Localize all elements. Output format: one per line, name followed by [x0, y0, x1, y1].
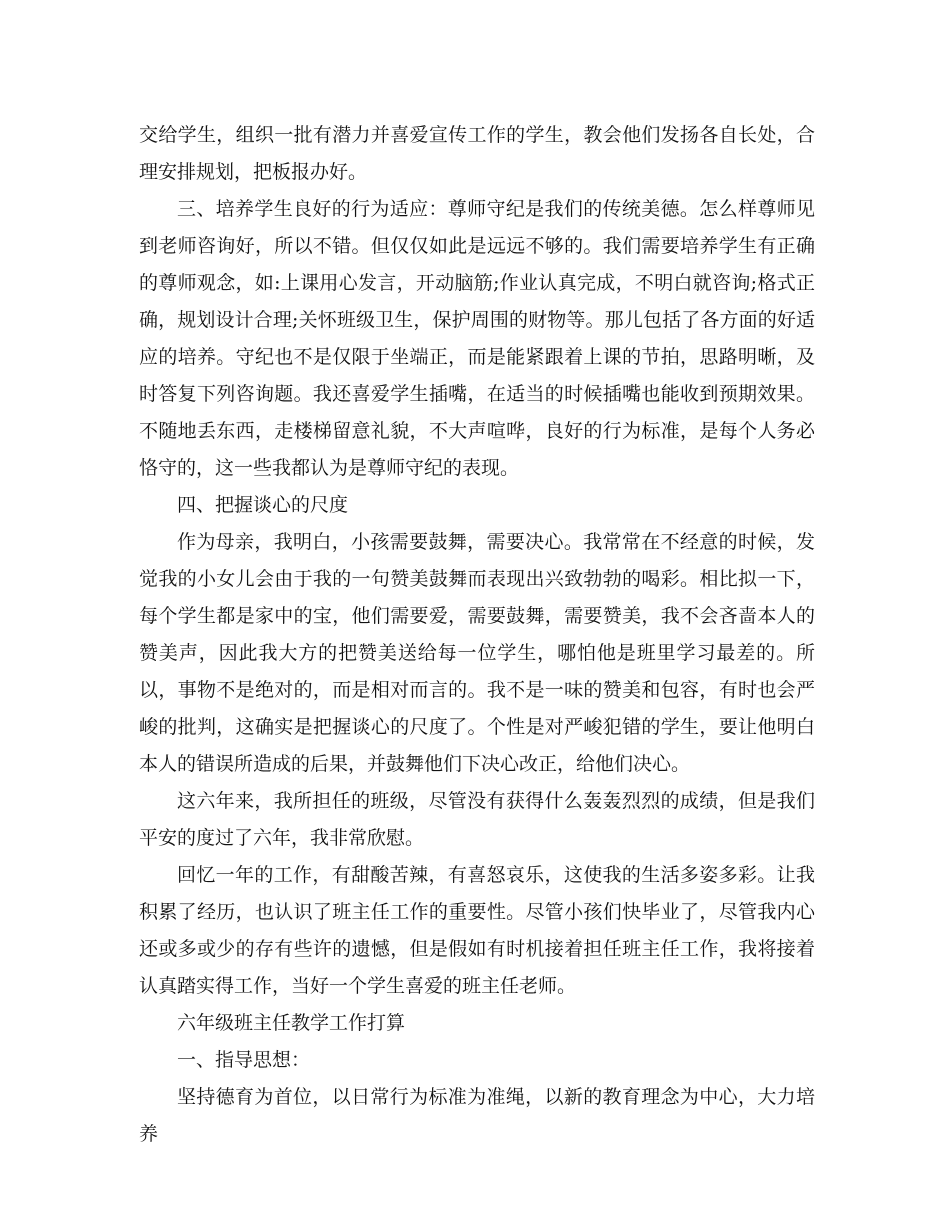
section-heading-4: 四、把握谈心的尺度 [177, 494, 349, 516]
document-body [139, 117, 815, 1153]
paragraph-5: 回忆一年的工作，有甜酸苦辣，有喜怒哀乐，这使我的生活多姿多彩。让我积累了经历，也认识了班主任工作的重要性。尽管小孩们快毕业了，尽管我内心还或多或少的存有些许的遗憾，但是假如有时机接着担任班主任工作，我将接着认真踏实得工作，当好一个学生喜爱的班主任老师。 [139, 864, 815, 997]
paragraph-1: 交给学生，组织一批有潜力并喜爱宣传工作的学生，教会他们发扬各自长处，合理安排规划，把板报办好。 [139, 124, 815, 183]
paragraph-2: 三、培养学生良好的行为适应：尊师守纪是我们的传统美德。怎么样尊师见到老师咨询好，所以不错。但仅仅如此是远远不够的。我们需要培养学生有正确的尊师观念，如:上课用心发言，开动脑筋;作业认真完成，不明白就咨询;格式正确，规划设计合理;关怀班级卫生，保护周围的财物等。那儿包括了各方面的好适应的培养。守纪也不是仅限于坐端正，而是能紧跟着上课的节拍，思路明晰，及时答复下列咨询题。我还喜爱学生插嘴，在适当的时候插嘴也能收到预期效果。不随地丢东西，走楼梯留意礼貌，不大声喧哗，良好的行为标准，是每个人务必恪守的，这一些我都认为是尊师守纪的表现。 [139, 198, 815, 479]
paragraph-3: 作为母亲，我明白，小孩需要鼓舞，需要决心。我常常在不经意的时候，发觉我的小女儿会由于我的一句赞美鼓舞而表现出兴致勃勃的喝彩。相比拟一下，每个学生都是家中的宝，他们需要爱，需要鼓舞，需要赞美，我不会吝啬本人的赞美声，因此我大方的把赞美送给每一位学生，哪怕他是班里学习最差的。所以，事物不是绝对的，而是相对而言的。我不是一味的赞美和包容，有时也会严峻的批判，这确实是把握谈心的尺度了。个性是对严峻犯错的学生，要让他明白本人的错误所造成的后果，并鼓舞他们下决心改正，给他们决心。 [139, 531, 815, 775]
paragraph-4: 这六年来，我所担任的班级，尽管没有获得什么轰轰烈烈的成绩，但是我们平安的度过了六年，我非常欣慰。 [139, 790, 815, 849]
document-title-plan: 六年级班主任教学工作打算 [177, 1012, 406, 1034]
paragraph-6: 坚持德育为首位，以日常行为标准为准绳，以新的教育理念为中心，大力培养 [139, 1086, 815, 1145]
section-heading-1: 一、指导思想： [177, 1049, 311, 1071]
